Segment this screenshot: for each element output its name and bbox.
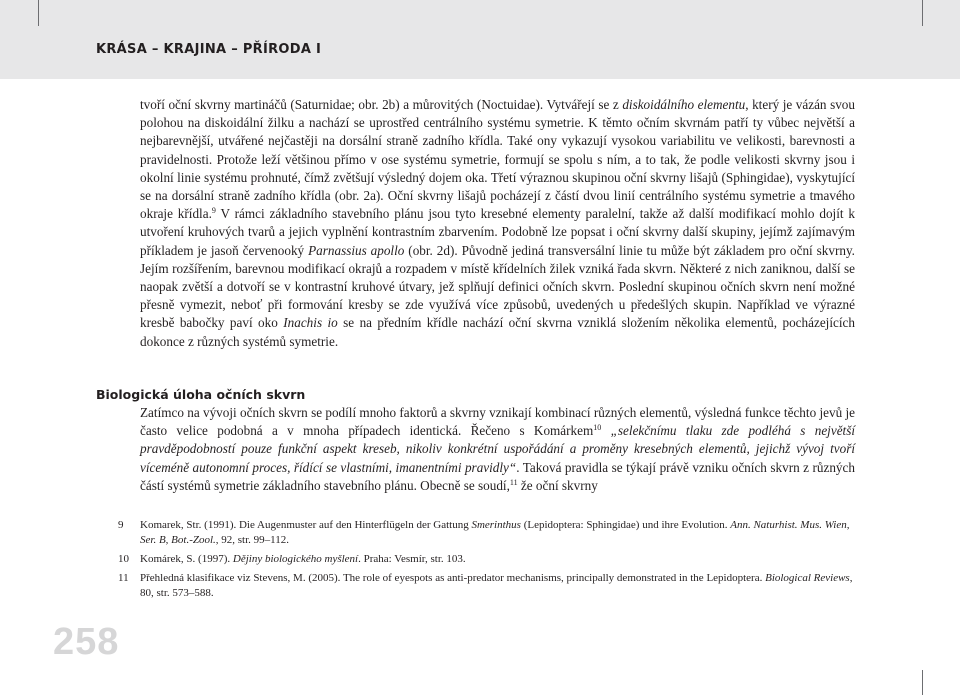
text-run: . Taková pravidla se týkají právě vzniku očních skvrn z různých částí systémů symetrie základního stavebního plánu. Obecně se soudí, (140, 459, 855, 493)
footnote-ref[interactable]: 11 (509, 477, 518, 487)
footnotes (118, 518, 858, 605)
crop-mark-right (922, 0, 923, 26)
text-emphasis: diskoidálního elementu (622, 97, 746, 112)
footnote-number: 10 (118, 553, 129, 565)
text-run: že oční skvrny (517, 477, 598, 493)
footnote (118, 552, 858, 567)
text-run: se na předním křídle nachází oční skvrna vzniklá složením několika elementů, pocházejících dokonce z různých systémů symetrie. (140, 315, 855, 349)
text-run: V rámci základního stavebního plánu jsou tyto kresebné elementy paralelní, takže až další modifikací mohlo dojít k utvoření kruhových tvarů a jejich vyplnění kontrastním zbarvením. Podobně lze popsat i oční skvrny další skupiny, jejímž zajímavým příkladem je jasoň červenooký (140, 206, 855, 258)
footnote-text: (Lepidoptera: Sphingidae) und ihre Evolution. (520, 519, 731, 531)
section-heading: Biologická úloha očních skvrn (96, 387, 306, 402)
footnote-text: Komárek, S. (1997). (140, 553, 233, 565)
footnote-text: Přehledná klasifikace viz Stevens, M. (2005). The role of eyespots as anti-predator mechanisms, principally demonstrated in the Lepidoptera. (140, 572, 766, 584)
main-paragraph (140, 96, 855, 351)
footnote-emphasis: Biological Reviews (765, 572, 850, 584)
footnote-number: 11 (118, 572, 129, 584)
footnote-text: Komarek, Str. (1991). Die Augenmuster auf den Hinterflügeln der Gattung (140, 519, 472, 531)
footnote-text: , 80, str. 573–588. (140, 572, 853, 599)
text-emphasis: Inachis io (283, 315, 338, 331)
text-run: , který je vázán svou polohou na diskoidální žilku a nachází se uprostřed centrálního systému symetrie. K těmto očním skvrnám patří ty vůbec největší a nejbarevnější, utvářené nejčastěji na dorsální straně zadního křídla. Také ony vykazují vysokou variabilitu ve velikosti, barevnosti a pravidelnosti. Protože leží většinou přímo v ose systému symetrie, formují se spolu s ním, a to tak, že podle velikosti skvrny jsou i okolní linie systému prohnuté, čímž zvětšují výsledný dojem oka. Třetí výraznou skupinou oční skvrny lišajů (Sphingidae), vyskytující se na dorsální straně zadního křídla (obr. 2a). Oční skvrny lišajů pocházejí z částí dvou linií centrálního systému symetrie a tmavého okraje křídla. (140, 97, 855, 222)
page-number: 258 (53, 621, 120, 663)
crop-mark-right-bottom (922, 670, 923, 695)
footnote-emphasis: Ann. Naturhist. Mus. Wien, Ser. B, Bot.-Zool. (140, 519, 850, 546)
text-emphasis: „selekčnímu tlaku zde podléhá s největší pravděpodobností pouze funkční aspekt kreseb, nikoliv konkrétní uspořádání a proměny kresebných elementů, jejichž vývoj tvoří víceméně autonomní proces, řídící se vlastními, imanentními pravidly“ (140, 423, 856, 475)
footnote-text: . Praha: Vesmír, str. 103. (358, 553, 466, 565)
footnote-emphasis: Dějiny biologického myšlení (232, 553, 359, 565)
footnote (118, 518, 858, 548)
crop-mark-left (38, 0, 39, 26)
section-paragraph (140, 404, 855, 495)
running-header-title: KRÁSA – KRAJINA – PŘÍRODA I (96, 42, 322, 57)
footnote-emphasis: Smerinthus (471, 519, 521, 531)
header-band (0, 0, 960, 79)
footnote-text: , 92, str. 99–112. (215, 534, 290, 546)
text-run: (obr. 2d). Původně jediná transversální linie tu může být základem pro oční skvrny. Jejím rozšířením, barevnou modifikací okrajů a rozpadem v místě křídelních žilek vzniká řada skvrn. Některé z nich zaniknou, další se naopak zvětší a dotvoří se v kontrastní kruhové útvary, jež splňují definici očních skvrn. Poslední skupinou očních skvrn není možné přesně vymezit, neboť při formování kresby se zde využívá více způsobů, uvedených u předešlých skupin. Například ve výrazné kresbě babočky paví oko (140, 242, 855, 331)
footnote-ref[interactable]: 9 (211, 206, 216, 216)
text-emphasis: Parnassius apollo (308, 242, 405, 258)
text-run: tvoří oční skvrny martináčů (Saturnidae; obr. 2b) a můrovitých (Noctuidae). Vytvářejí se z (140, 97, 623, 112)
footnote-number: 9 (118, 519, 124, 531)
footnote (118, 571, 858, 601)
text-run: Zatímco na vývoji očních skvrn se podílí mnoho faktorů a skvrny vznikají kombinací různých elementů, výsledná funkce těchto jevů je často velice podobná a v mnoha případech identická. Řečeno s Komárkem (140, 405, 855, 439)
footnote-ref[interactable]: 10 (593, 423, 602, 433)
